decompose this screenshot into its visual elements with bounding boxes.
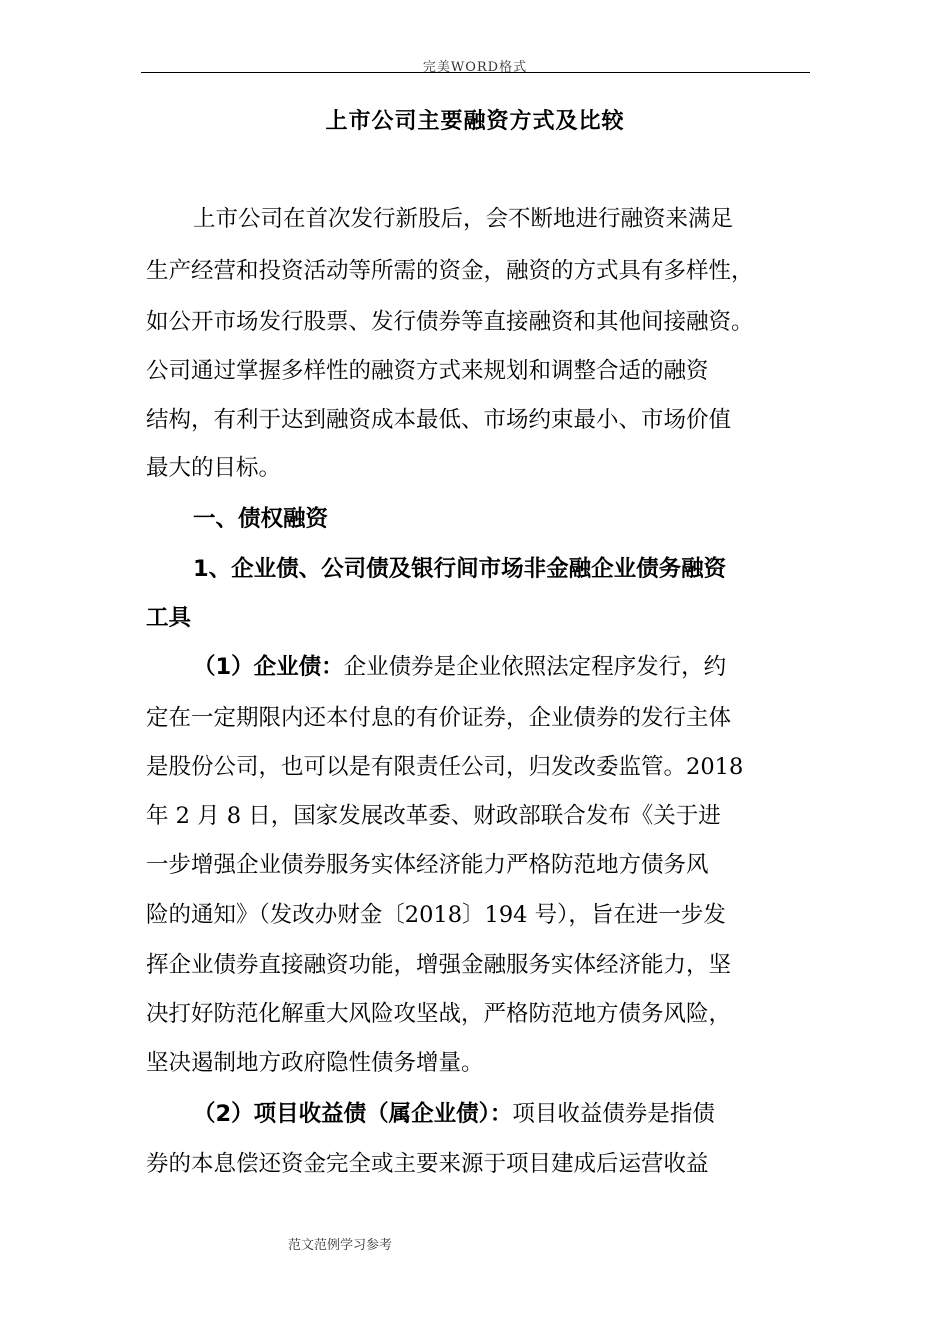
paragraph-line: 挥企业债券直接融资功能，增强金融服务实体经济能力，坚: [146, 952, 732, 978]
paragraph-line: 险的通知》（发改办财金〔2018〕194 号），旨在进一步发: [146, 902, 726, 928]
paragraph-line: 上市公司在首次发行新股后，会不断地进行融资来满足: [193, 206, 734, 232]
section-heading: 一、债权融资: [193, 506, 329, 532]
paragraph-line: 结构，有利于达到融资成本最低、市场约束最小、市场价值: [146, 407, 732, 433]
paragraph-line: 坚决遏制地方政府隐性债务增量。: [146, 1050, 484, 1076]
paragraph-line: 如公开市场发行股票、发行债券等直接融资和其他间接融资。: [146, 309, 754, 335]
item-label: （2）项目收益债（属企业债）：: [193, 1101, 513, 1127]
item-text: 企业债券是企业依照法定程序发行，约: [343, 654, 727, 680]
subsection-heading: 1、企业债、公司债及银行间市场非金融企业债务融资: [193, 556, 727, 582]
paragraph-line: 生产经营和投资活动等所需的资金，融资的方式具有多样性，: [146, 258, 754, 284]
item-text: 项目收益债券是指债: [512, 1101, 715, 1127]
document-title: 上市公司主要融资方式及比较: [325, 108, 625, 134]
paragraph-line: 公司通过掌握多样性的融资方式来规划和调整合适的融资: [146, 358, 709, 384]
paragraph-line: 一步增强企业债券服务实体经济能力严格防范地方债务风: [146, 852, 709, 878]
header-divider: [141, 72, 810, 73]
page-footer: 范文范例学习参考: [288, 1238, 393, 1253]
paragraph-line: 最大的目标。: [146, 455, 282, 481]
page-header: 完美WORD格式: [422, 60, 528, 75]
paragraph-line: 决打好防范化解重大风险攻坚战，严格防范地方债务风险，: [146, 1001, 732, 1027]
item-first-line: [193, 656, 726, 679]
item-first-line: [193, 1103, 715, 1126]
item-label: （1）企业债：: [193, 654, 344, 680]
paragraph-line: 定在一定期限内还本付息的有价证券，企业债券的发行主体: [146, 705, 732, 731]
subsection-heading-continued: 工具: [146, 605, 192, 631]
paragraph-line: 是股份公司，也可以是有限责任公司，归发改委监管。2018: [146, 754, 744, 780]
paragraph-line: 券的本息偿还资金完全或主要来源于项目建成后运营收益: [146, 1151, 709, 1177]
paragraph-line: 年 2 月 8 日，国家发展改革委、财政部联合发布《关于进: [146, 803, 721, 829]
